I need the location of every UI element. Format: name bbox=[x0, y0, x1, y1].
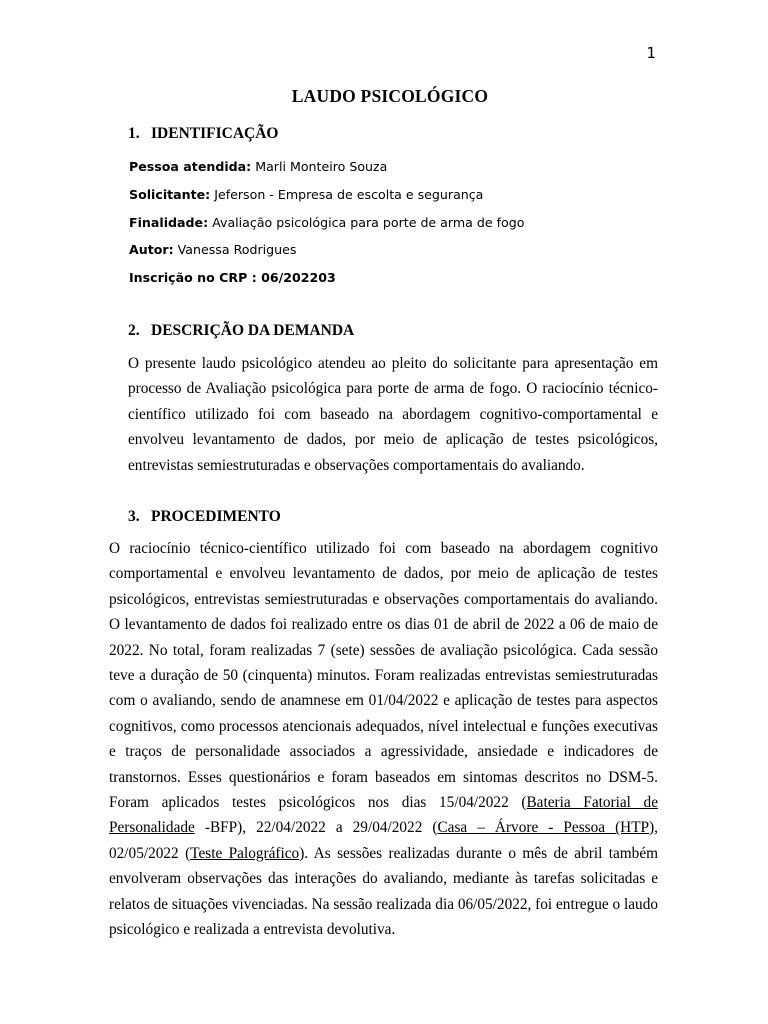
page-number: 1 bbox=[646, 44, 656, 62]
id-finalidade bbox=[129, 215, 524, 230]
field-label: Finalidade: bbox=[129, 215, 209, 230]
id-pessoa-atendida bbox=[129, 159, 387, 174]
paragraph-text: ), 02/05/2022 ( bbox=[109, 819, 658, 862]
test-name-htp: Casa – Árvore - Pessoa (HTP bbox=[437, 819, 650, 837]
section-3-heading bbox=[128, 508, 281, 526]
section-2-title: DESCRIÇÃO DA DEMANDA bbox=[151, 322, 355, 339]
section-1-number: 1. bbox=[128, 125, 140, 142]
document-title: LAUDO PSICOLÓGICO bbox=[291, 86, 489, 106]
field-value: Marli Monteiro Souza bbox=[251, 159, 388, 174]
section-2-number: 2. bbox=[128, 322, 140, 339]
section-3-title: PROCEDIMENTO bbox=[151, 508, 281, 525]
field-label: Autor: bbox=[129, 242, 174, 257]
paragraph-text: ). As sessões realizadas durante o mês de abril também envolveram observações das interações do avaliando, mediante às tarefas solicitadas e relatos de situações vivenciadas. Na sessão realizada dia 06/05/2022, foi entregue o laudo psicológico e realizada a entrevista devolutiva. bbox=[109, 844, 659, 939]
id-solicitante bbox=[129, 187, 483, 202]
test-name-bfp: Bateria Fatorial de Personalidade bbox=[109, 794, 658, 837]
paragraph-text: O raciocínio técnico-científico utilizado foi com baseado na abordagem cognitivo comportamental e envolveu levantamento de dados, por meio de aplicação de testes psicológicos, entrevistas semiestruturadas e observações comportamentais do avaliando. O levantamento de dados foi realizado entre os dias 01 de abril de 2022 a 06 de maio de 2022. No total, foram realizadas 7 (sete) sessões de avaliação psicológica. Cada sessão teve a duração de 50 (cinquenta) minutos. Foram realizadas entrevistas semiestruturadas com o avaliando, sendo de anamnese em 01/04/2022 e aplicação de testes para aspectos cognitivos, como processos atencionais adequados, nível intelectual e funções executivas e traços de personalidade associados a agressividade, ansiedade e indicadores de transtornos. Esses questionários e foram baseados em sintomas descritos no DSM-5. Foram aplicados testes psicológicos nos dias 15/04/2022 ( bbox=[109, 540, 658, 812]
section-3-paragraph bbox=[109, 536, 658, 943]
field-value: Avaliação psicológica para porte de arma de fogo bbox=[208, 215, 525, 230]
section-1-title: IDENTIFICAÇÃO bbox=[151, 125, 279, 142]
field-label: Inscrição no CRP : 06/202203 bbox=[129, 270, 336, 285]
id-autor bbox=[129, 242, 296, 257]
paragraph-text: -BFP), 22/04/2022 a 29/04/2022 ( bbox=[194, 819, 438, 837]
section-2-heading bbox=[128, 322, 354, 340]
section-2-paragraph: O presente laudo psicológico atendeu ao pleito do solicitante para apresentação em processo de Avaliação psicológica para porte de arma de fogo. O raciocínio técnico-científico utilizado foi com baseado na abordagem cognitivo-comportamental e envolveu levantamento de dados, por meio de aplicação de testes psicológicos, entrevistas semiestruturadas e observações comportamentais do avaliando. bbox=[128, 355, 658, 474]
field-value: Jeferson - Empresa de escolta e segurança bbox=[210, 187, 484, 202]
section-3-number: 3. bbox=[128, 508, 140, 525]
id-inscricao-crp bbox=[129, 270, 336, 285]
field-value: Vanessa Rodrigues bbox=[173, 242, 297, 257]
field-label: Pessoa atendida: bbox=[129, 159, 252, 174]
test-name-palografico: Teste Palográfico bbox=[190, 844, 300, 862]
section-1-heading bbox=[128, 125, 278, 143]
field-label: Solicitante: bbox=[129, 187, 211, 202]
